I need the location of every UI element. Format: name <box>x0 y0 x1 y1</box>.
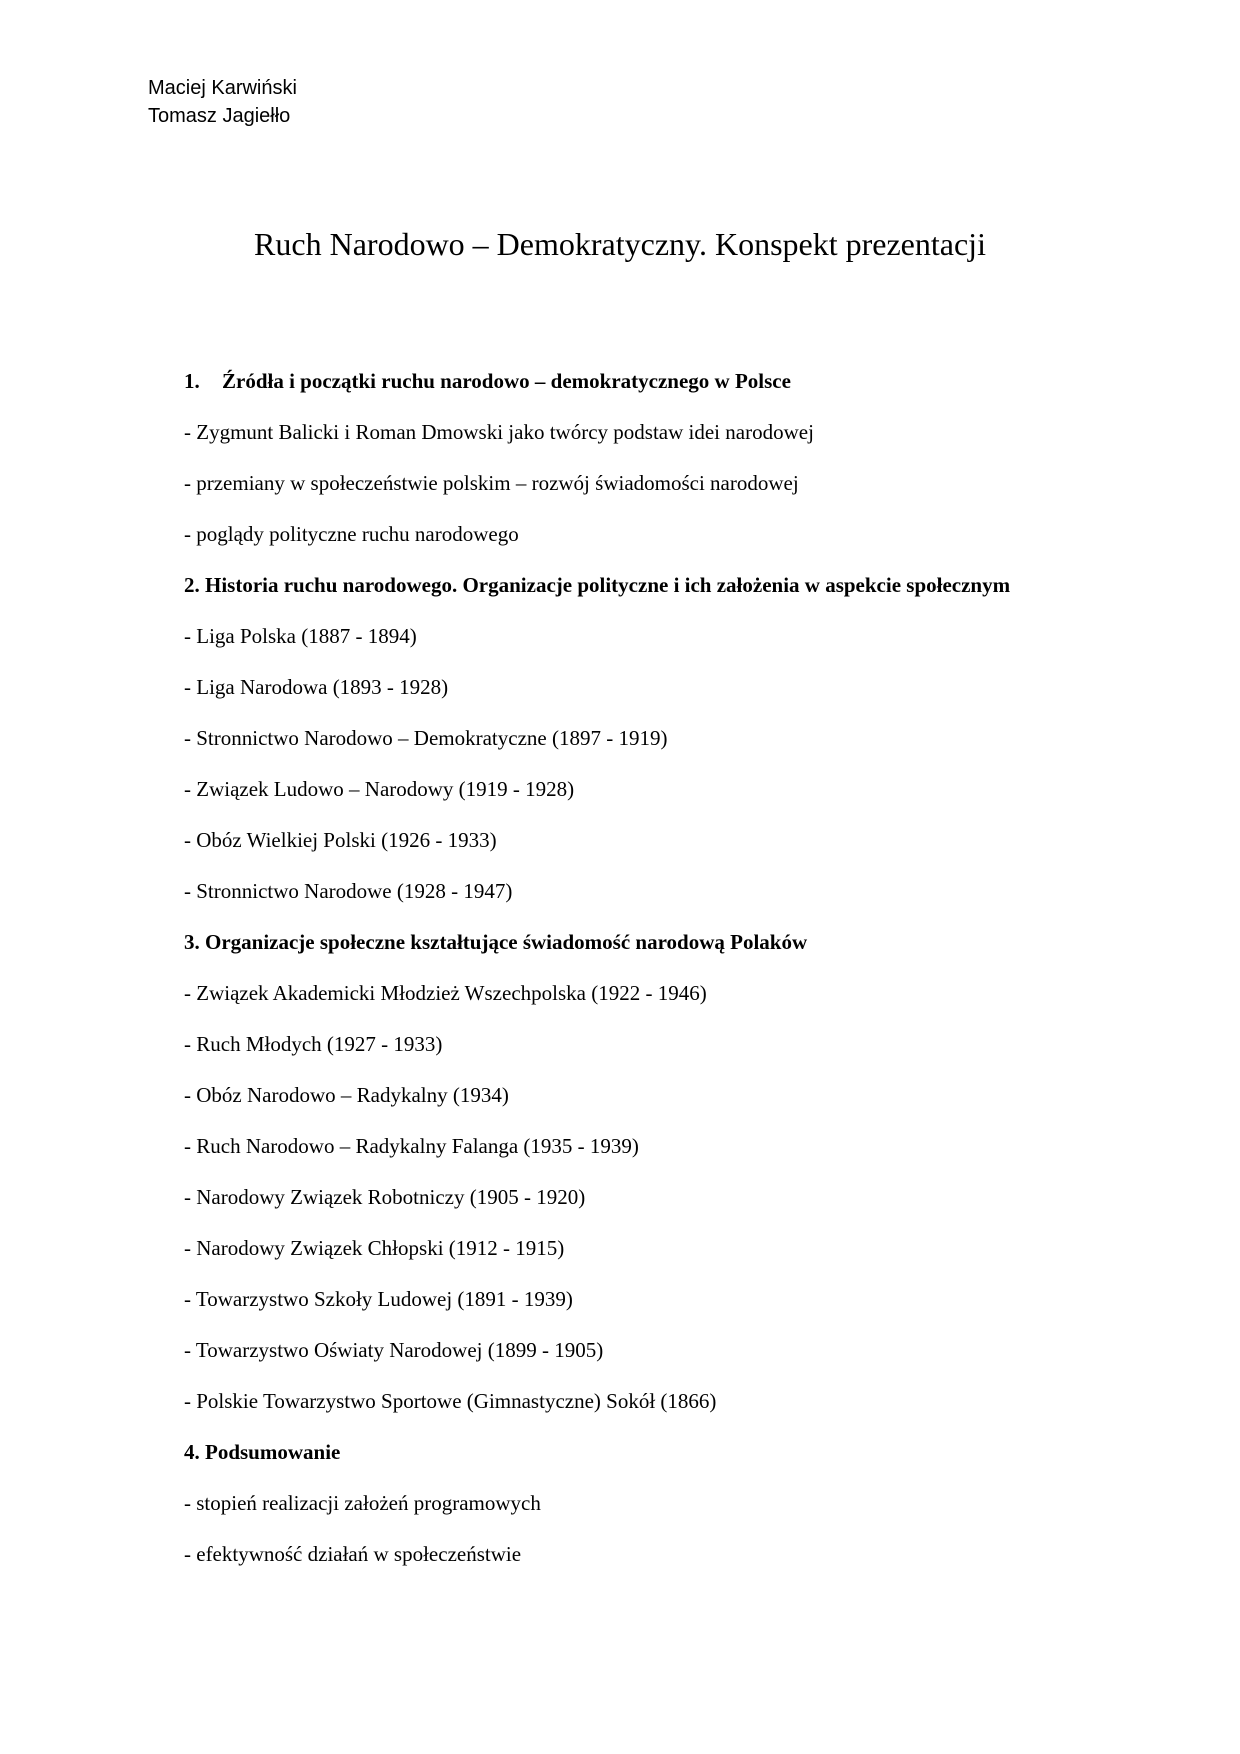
list-item: - Obóz Wielkiej Polski (1926 - 1933) <box>184 828 497 852</box>
list-item: - Związek Ludowo – Narodowy (1919 - 1928) <box>184 777 575 801</box>
list-item: - Stronnictwo Narodowo – Demokratyczne (1897 - 1919) <box>184 726 668 750</box>
list-item: - Ruch Narodowo – Radykalny Falanga (1935 - 1939) <box>184 1134 639 1158</box>
list-item: - Narodowy Związek Chłopski (1912 - 1915) <box>184 1236 565 1260</box>
section-heading-4: 4. Podsumowanie <box>184 1440 341 1464</box>
author-name: Maciej Karwiński <box>148 77 297 99</box>
list-item: - Stronnictwo Narodowe (1928 - 1947) <box>184 879 513 903</box>
author-name: Tomasz Jagiełło <box>148 105 291 127</box>
section-heading-text: Źródła i początki ruchu narodowo – <box>222 369 551 393</box>
section-number: 1. <box>184 369 200 393</box>
list-item: - Związek Akademicki Młodzież Wszechpolska (1922 - 1946) <box>184 981 707 1005</box>
list-item: - przemiany w społeczeństwie polskim – rozwój świadomości narodowej <box>184 471 799 495</box>
list-item: - Ruch Młodych (1927 - 1933) <box>184 1032 443 1056</box>
list-item: - Liga Polska (1887 - 1894) <box>184 624 417 648</box>
section-heading-2: 2. Historia ruchu narodowego. Organizacje polityczne i ich założenia w aspekcie społecznym <box>184 573 1011 597</box>
list-item: - Obóz Narodowo – Radykalny (1934) <box>184 1083 509 1107</box>
list-item: - Liga Narodowa (1893 - 1928) <box>184 675 449 699</box>
document-title: Ruch Narodowo – Demokratyczny. Konspekt prezentacji <box>254 226 986 262</box>
outline-content <box>184 366 1184 1590</box>
list-item: - Towarzystwo Oświaty Narodowej (1899 - 1905) <box>184 1338 604 1362</box>
list-item: - stopień realizacji założeń programowych <box>184 1491 541 1515</box>
list-item: - Narodowy Związek Robotniczy (1905 - 1920) <box>184 1185 586 1209</box>
list-item: - Towarzystwo Szkoły Ludowej (1891 - 1939) <box>184 1287 573 1311</box>
list-item: - efektywność działań w społeczeństwie <box>184 1542 522 1566</box>
list-item: - Polskie Towarzystwo Sportowe (Gimnastyczne) Sokół (1866) <box>184 1389 717 1413</box>
list-item: - poglądy polityczne ruchu narodowego <box>184 522 519 546</box>
authors-block <box>148 74 297 130</box>
section-heading-bold-text: demokratycznego w Polsce <box>550 369 791 393</box>
section-heading-1 <box>184 366 1184 417</box>
section-heading-3: 3. Organizacje społeczne kształtujące świadomość narodową Polaków <box>184 930 808 954</box>
list-item: - Zygmunt Balicki i Roman Dmowski jako twórcy podstaw idei narodowej <box>184 420 814 444</box>
